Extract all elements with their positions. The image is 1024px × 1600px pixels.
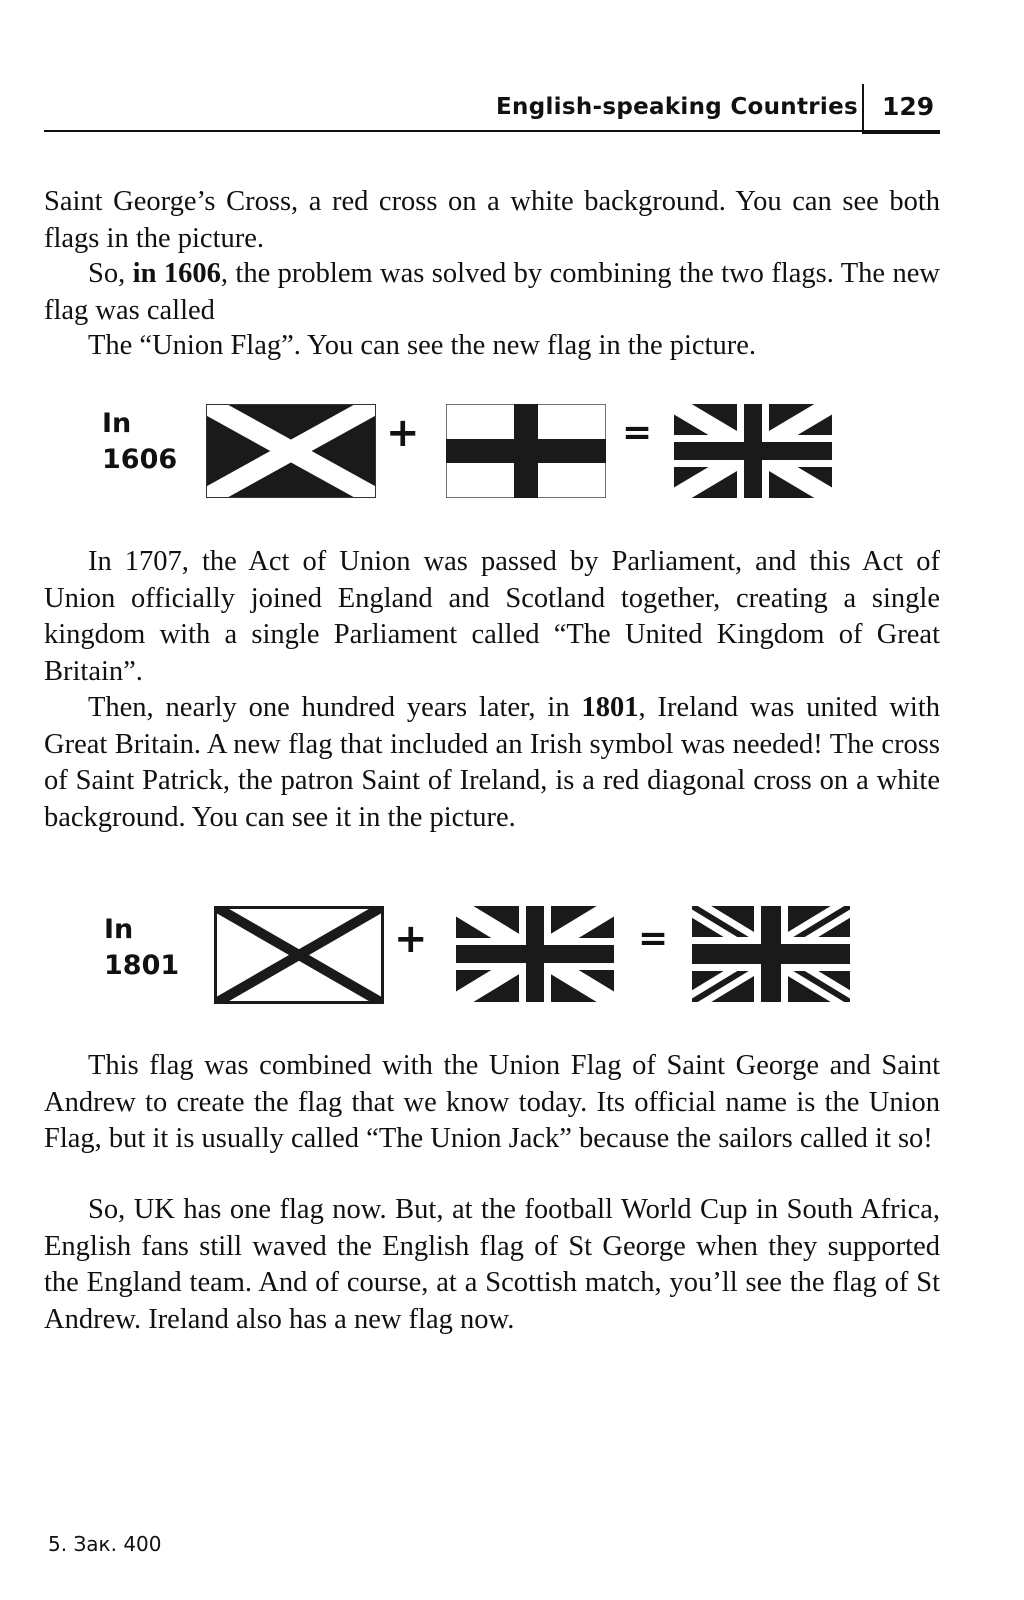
st-george-cross-flag bbox=[446, 404, 606, 498]
equals-sign: = bbox=[638, 918, 669, 959]
running-header bbox=[44, 84, 940, 134]
st-patrick-saltire-flag bbox=[214, 906, 384, 1004]
paragraph-1606-rest: , the problem was solved by combining the two flags. The new flag was called bbox=[44, 258, 940, 326]
figure-1606 bbox=[0, 396, 1024, 506]
header-divider bbox=[862, 84, 864, 132]
year-label-in: In bbox=[102, 408, 132, 439]
paragraph-1801-lead: Then, nearly one hundred years later, in bbox=[88, 692, 582, 723]
figure-1801 bbox=[0, 898, 1024, 1008]
paragraph-st-george: Saint George’s Cross, a red cross on a white background. You can see both flags in the picture. bbox=[44, 186, 940, 254]
paragraph-1606 bbox=[44, 256, 940, 329]
st-andrew-saltire-flag bbox=[206, 404, 376, 498]
header-rule bbox=[44, 130, 940, 132]
union-flag-1801 bbox=[692, 906, 850, 1002]
year-label-year: 1801 bbox=[104, 950, 180, 981]
paragraph-union-flag: The “Union Flag”. You can see the new flag in the picture. bbox=[88, 330, 756, 361]
union-flag-1606 bbox=[674, 404, 832, 498]
equals-sign: = bbox=[622, 412, 653, 453]
page-number: 129 bbox=[882, 92, 935, 121]
paragraph-1801-bold: 1801 bbox=[581, 692, 639, 723]
year-label-in: In bbox=[104, 914, 134, 945]
paragraph-1606-lead: So, bbox=[88, 258, 133, 289]
union-flag-1606 bbox=[456, 906, 614, 1002]
page-number-underline bbox=[862, 130, 940, 134]
plus-sign: + bbox=[394, 916, 428, 962]
paragraph-1801-rest: , Ireland was united with Great Britain. A new flag that included an Irish symbol was needed! The cross of Saint Patrick, the patron Saint of Ireland, is a red diagonal cross on a white background. You can see it in the picture. bbox=[44, 692, 940, 833]
year-label-1801 bbox=[104, 912, 179, 984]
year-label-year: 1606 bbox=[102, 444, 178, 475]
paragraph-1606-bold: in 1606 bbox=[132, 258, 221, 289]
printer-signature: 5. Зак. 400 bbox=[48, 1532, 162, 1556]
paragraph-1801 bbox=[44, 690, 940, 836]
year-label-1606 bbox=[102, 406, 177, 478]
paragraph-world-cup: So, UK has one flag now. But, at the football World Cup in South Africa, English fans still waved the English flag of St George when they supported the England team. And of course, at a Scottish match, you’ll see the flag of St Andrew. Ireland also has a new flag now. bbox=[44, 1194, 940, 1335]
plus-sign: + bbox=[386, 410, 420, 456]
paragraph-act-of-union: In 1707, the Act of Union was passed by Parliament, and this Act of Union officially joined England and Scotland together, creating a single kingdom with a single Parliament called “The United Kingdom of Great Britain”. bbox=[44, 546, 940, 687]
section-title: English-speaking Countries bbox=[496, 94, 858, 120]
paragraph-union-jack: This flag was combined with the Union Flag of Saint George and Saint Andrew to create the flag that we know today. Its official name is the Union Flag, but it is usually called “The Union Jack” because the sailors called it so! bbox=[44, 1050, 940, 1154]
